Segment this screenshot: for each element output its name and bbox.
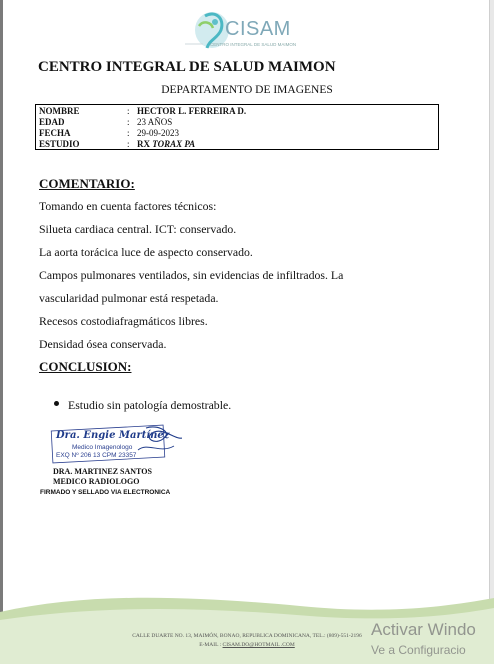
- comment-line: Tomando en cuenta factores técnicos:: [39, 199, 217, 213]
- clinic-title: CENTRO INTEGRAL DE SALUD MAIMON: [38, 59, 336, 75]
- study-name: TORAX PA: [152, 139, 196, 149]
- study-prefix: RX: [137, 139, 150, 149]
- colon: :: [127, 128, 130, 138]
- doctor-role: MEDICO RADIOLOGO: [53, 477, 140, 486]
- patient-age-row: [39, 117, 435, 128]
- study-row: [39, 139, 435, 150]
- comment-heading: COMENTARIO:: [39, 176, 135, 191]
- conclusion-heading: CONCLUSION:: [39, 359, 132, 374]
- colon: :: [127, 139, 130, 149]
- conclusion-item: Estudio sin patología demostrable.: [68, 398, 232, 412]
- comment-line: Recesos costodiafragmáticos libres.: [39, 314, 208, 328]
- comment-line: Densidad ósea conservada.: [39, 337, 167, 351]
- comment-line: La aorta torácica luce de aspecto conservado.: [39, 245, 253, 259]
- comment-line: Campos pulmonares ventilados, sin evidencias de infiltrados. La: [39, 268, 344, 282]
- electronic-signature-note: FIRMADO Y SELLADO VIA ELECTRONICA: [40, 489, 171, 496]
- doctor-stamp: [50, 424, 182, 466]
- comment-line: Silueta cardiaca central. ICT: conservado.: [39, 222, 237, 236]
- page-right-edge: [489, 0, 494, 664]
- patient-age-label: EDAD: [39, 117, 65, 127]
- study-label: ESTUDIO: [39, 139, 80, 149]
- logo-tagline: CENTRO INTEGRAL DE SALUD MAIMON: [210, 42, 297, 47]
- stamp-license: EXQ Nº 206 13 CPM 23357: [56, 452, 137, 459]
- windows-activation-subtitle[interactable]: Ve a Configuracio: [371, 643, 466, 657]
- patient-name-label: NOMBRE: [39, 106, 80, 116]
- patient-name-value: HECTOR L. FERREIRA D.: [137, 106, 247, 116]
- department-title: DEPARTAMENTO DE IMAGENES: [161, 84, 333, 96]
- bullet-icon: [54, 401, 59, 406]
- footer-address: CALLE DUARTE NO. 13, MAIMÓN, BONAO, REPUBLICA DOMINICANA, TEL.: (809)-551-2196: [132, 633, 362, 639]
- study-value: [137, 139, 435, 150]
- footer-email-link[interactable]: CISAM.DO@HOTMAIL .COM: [222, 642, 295, 648]
- colon: :: [127, 117, 130, 127]
- footer-email-label: E-MAIL :: [199, 642, 222, 648]
- windows-activation-title: Activar Windo: [371, 620, 476, 639]
- comment-line: vascularidad pulmonar está respetada.: [39, 291, 219, 305]
- stamp-doctor-role: Medico Imagenologo: [72, 444, 133, 451]
- stamp-doctor-name: Dra. Engie Martínez: [56, 430, 170, 441]
- patient-age-value: 23 AÑOS: [137, 117, 173, 127]
- exam-date-value: 29-09-2023: [137, 128, 179, 138]
- exam-date-row: [39, 128, 435, 139]
- page-left-edge: [0, 0, 3, 664]
- exam-date-label: FECHA: [39, 128, 71, 138]
- patient-info-box: [35, 104, 439, 150]
- patient-name-row: [39, 106, 435, 117]
- logo-name: CISAM: [225, 18, 291, 40]
- doctor-name: DRA. MARTINEZ SANTOS: [53, 467, 152, 476]
- colon: :: [127, 106, 130, 116]
- cisam-logo: [185, 8, 310, 56]
